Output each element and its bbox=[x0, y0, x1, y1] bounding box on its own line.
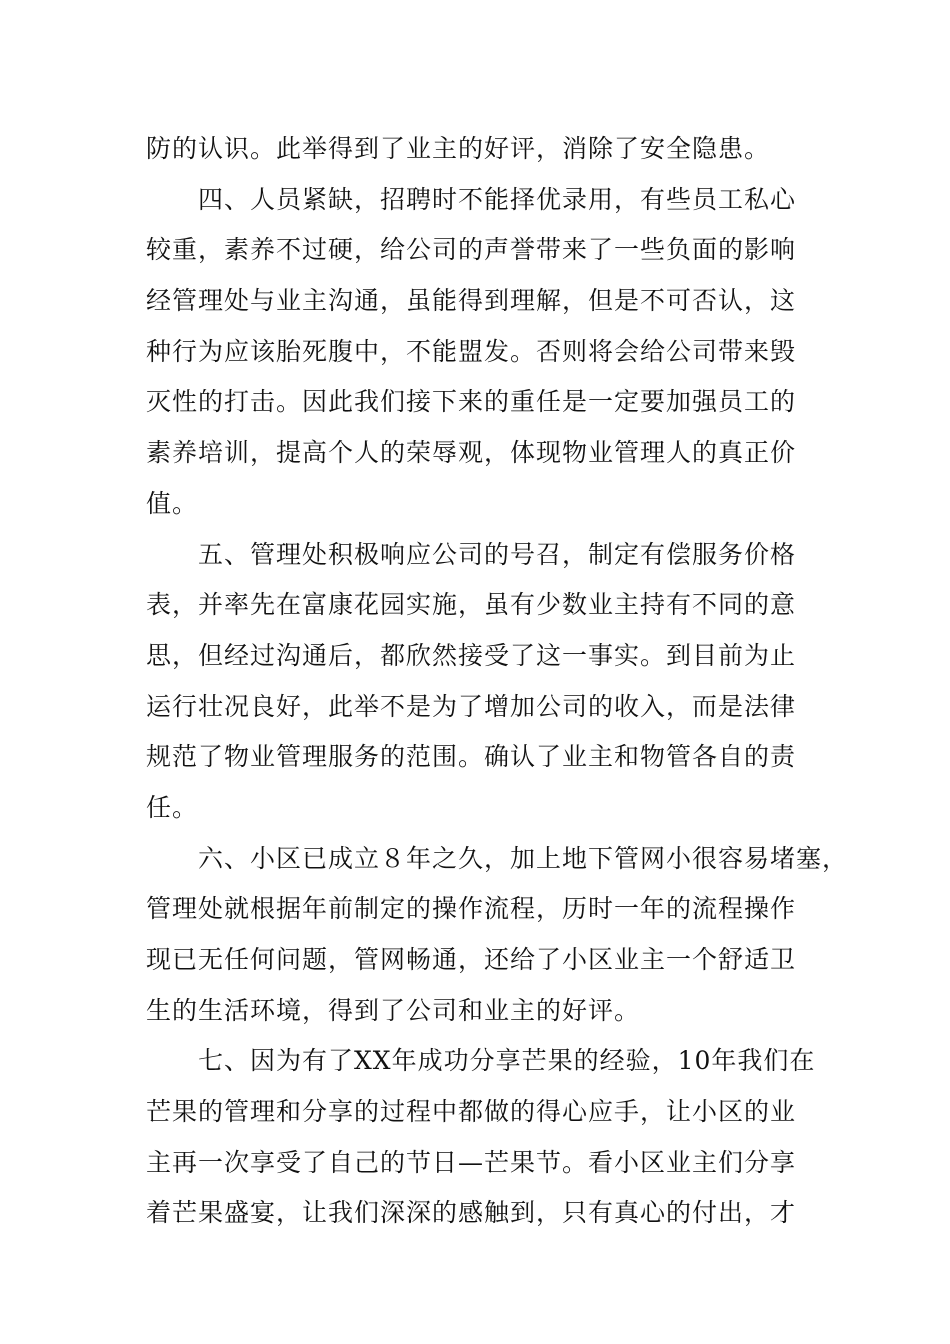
text-line: 规范了物业管理服务的范围。确认了业主和物管各自的责 bbox=[146, 742, 797, 772]
text-line: 表，并率先在富康花园实施，虽有少数业主持有不同的意 bbox=[146, 590, 797, 620]
text-line: 运行壮况良好，此举不是为了增加公司的收入，而是法律 bbox=[146, 691, 797, 721]
text-line: 管理处就根据年前制定的操作流程，历时一年的流程操作 bbox=[146, 894, 797, 924]
document-body bbox=[146, 124, 849, 1239]
text-line: 任。 bbox=[146, 792, 199, 822]
text-line: 芒果的管理和分享的过程中都做的得心应手，让小区的业 bbox=[146, 1097, 797, 1127]
paragraph-5-start: 五、管理处积极响应公司的号召，制定有偿服务价格 bbox=[198, 539, 797, 569]
text-line: 现已无任何问题，管网畅通，还给了小区业主一个舒适卫 bbox=[146, 945, 797, 974]
text-line: 经管理处与业主沟通，虽能得到理解，但是不可否认，这 bbox=[146, 286, 797, 316]
paragraph-4-start: 四、人员紧缺，招聘时不能择优录用，有些员工私心 bbox=[198, 184, 797, 214]
text-line: 素养培训，提高个人的荣辱观，体现物业管理人的真正价 bbox=[146, 438, 797, 468]
text-line: 值。 bbox=[146, 488, 199, 518]
text-line: 灭性的打击。因此我们接下来的重任是一定要加强员工的 bbox=[146, 387, 797, 417]
text-line: 种行为应该胎死腹中，不能盟发。否则将会给公司带来毁 bbox=[146, 336, 797, 366]
text-line: 思，但经过沟通后，都欣然接受了这一事实。到目前为止 bbox=[146, 640, 797, 670]
paragraph-7-start: 七、因为有了XX年成功分享芒果的经验，10年我们在 bbox=[198, 1046, 816, 1076]
text-line: 较重，素养不过硬，给公司的声誉带来了一些负面的影响 bbox=[146, 235, 797, 265]
text-line: 主再一次享受了自己的节日—芒果节。看小区业主们分享 bbox=[146, 1147, 797, 1177]
paragraph-6-start: 六、小区已成立８年之久，加上地下管网小很容易堵塞， bbox=[198, 843, 849, 873]
text-line: 生的生活环境，得到了公司和业主的好评。 bbox=[146, 995, 641, 1025]
text-line: 着芒果盛宴，让我们深深的感触到，只有真心的付出，才 bbox=[146, 1198, 797, 1228]
text-line: 防的认识。此举得到了业主的好评，消除了安全隐患。 bbox=[146, 134, 771, 163]
